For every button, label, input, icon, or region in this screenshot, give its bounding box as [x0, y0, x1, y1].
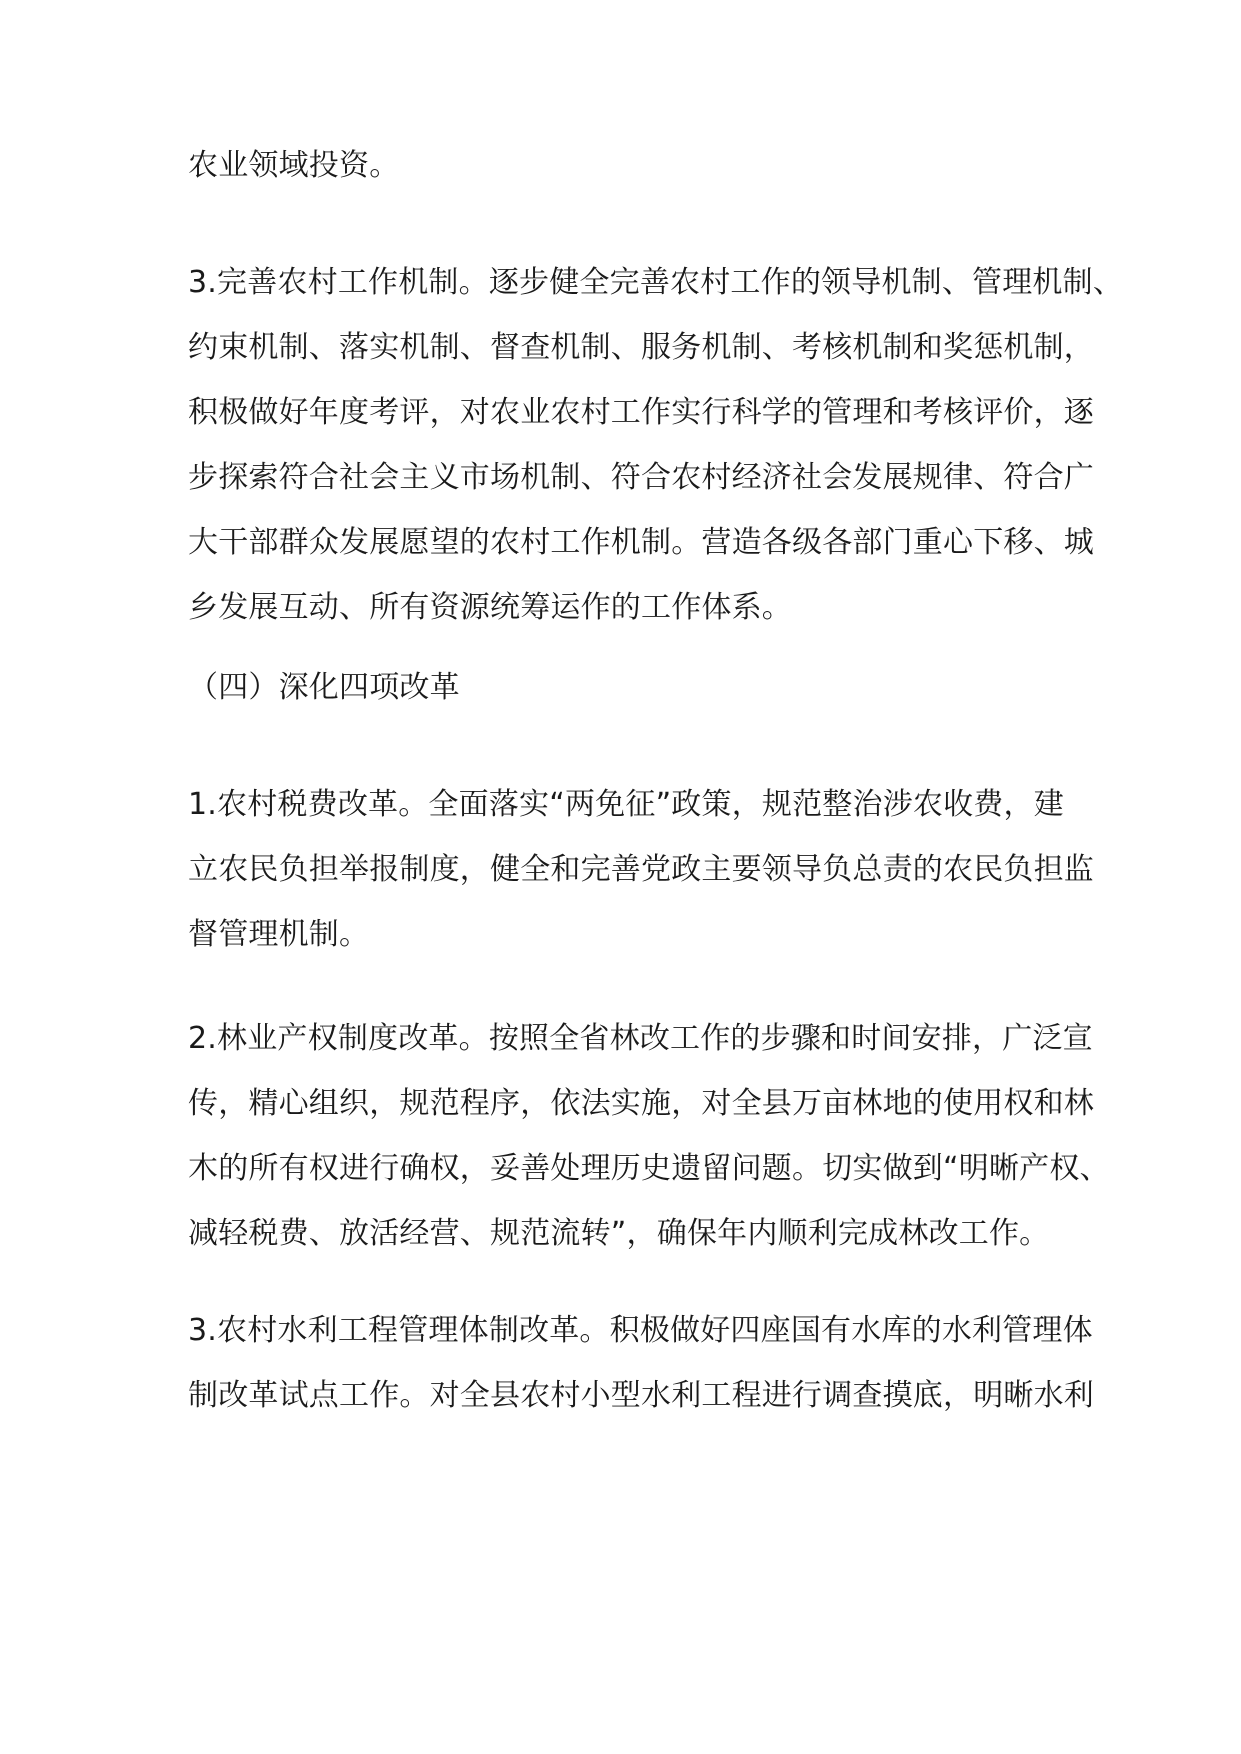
text-line: 立农民负担举报制度，健全和完善党政主要领导负总责的农民负担监	[188, 852, 1094, 887]
text-line: 木的所有权进行确权，妥善处理历史遗留问题。切实做到“明晰产权、	[188, 1151, 1110, 1186]
text-line: 乡发展互动、所有资源统筹运作的工作体系。	[188, 590, 792, 625]
paragraph-rural-tax-reform	[188, 772, 1094, 967]
text-line: 督管理机制。	[188, 917, 370, 952]
text-line: 减轻税费、放活经营、规范流转”，确保年内顺利完成林改工作。	[188, 1216, 1050, 1251]
text-line: 1.农村税费改革。全面落实“两免征”政策，规范整治涉农收费，建	[188, 787, 1064, 822]
text-line: 传，精心组织，规范程序，依法实施，对全县万亩林地的使用权和林	[188, 1086, 1094, 1121]
text-line: 农业领域投资。	[188, 148, 400, 183]
text-line: 约束机制、落实机制、督查机制、服务机制、考核机制和奖惩机制，	[188, 330, 1094, 365]
text-line: 3.农村水利工程管理体制改革。积极做好四座国有水库的水利管理体	[188, 1313, 1093, 1348]
text-line: 积极做好年度考评，对农业农村工作实行科学的管理和考核评价，逐	[188, 395, 1094, 430]
section-heading-text: （四）深化四项改革	[188, 670, 460, 705]
text-line: 制改革试点工作。对全县农村小型水利工程进行调查摸底，明晰水利	[188, 1378, 1094, 1413]
paragraph-continuation	[188, 133, 1068, 198]
paragraph-rural-work-mechanism	[188, 250, 1124, 640]
text-line: 步探索符合社会主义市场机制、符合农村经济社会发展规律、符合广	[188, 460, 1094, 495]
text-line: 大干部群众发展愿望的农村工作机制。营造各级各部门重心下移、城	[188, 525, 1094, 560]
text-line: 2.林业产权制度改革。按照全省林改工作的步骤和时间安排，广泛宣	[188, 1021, 1093, 1056]
text-line: 3.完善农村工作机制。逐步健全完善农村工作的领导机制、管理机制、	[188, 265, 1124, 300]
paragraph-forestry-reform	[188, 1006, 1110, 1266]
section-heading	[188, 655, 1068, 720]
paragraph-water-conservancy-reform	[188, 1298, 1094, 1428]
